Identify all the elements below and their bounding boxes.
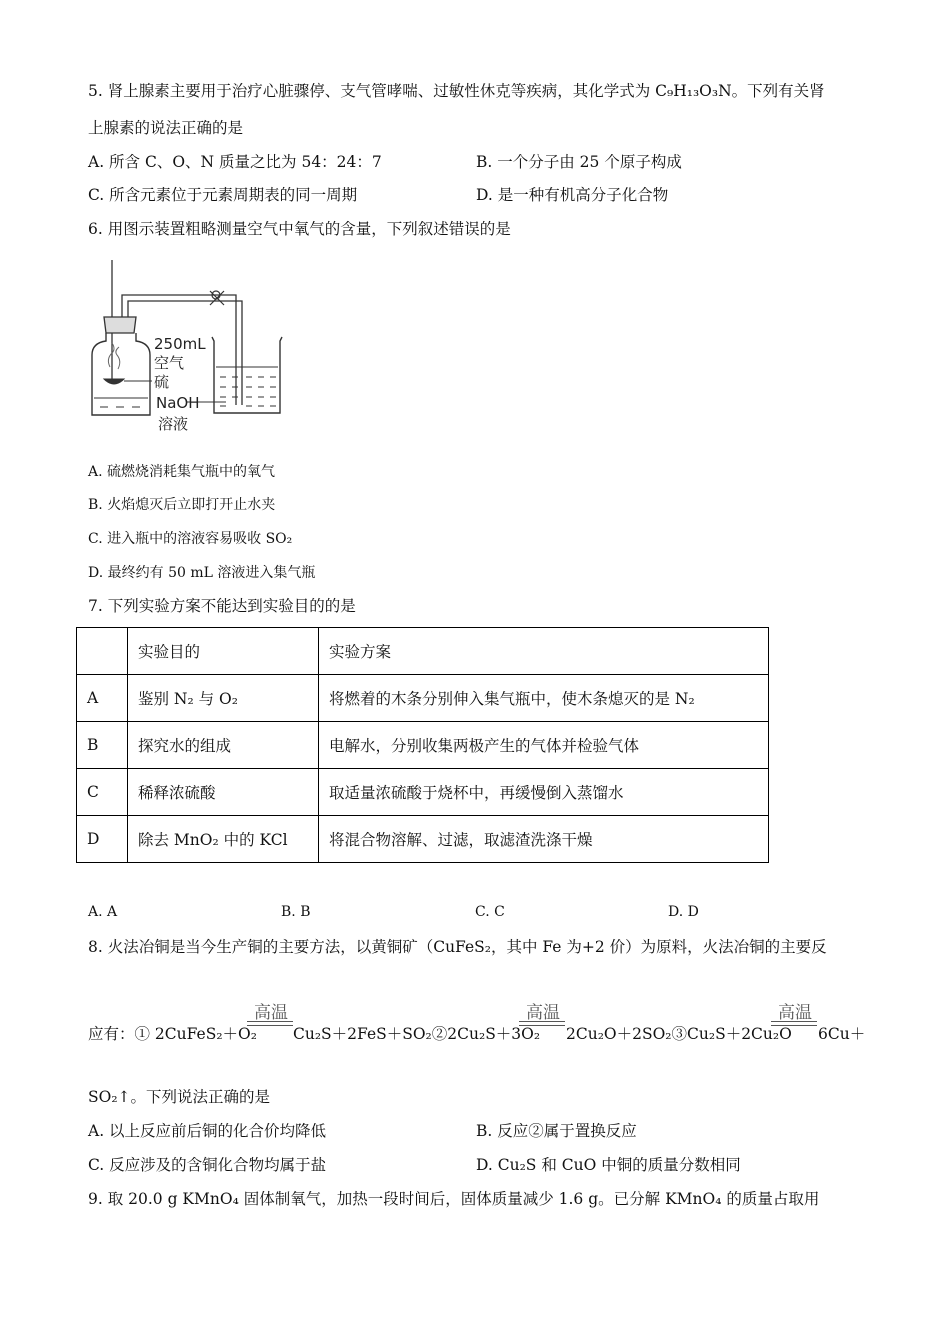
table-cell: B — [77, 722, 128, 769]
table-cell: 将混合物溶解、过滤，取滤渣洗涤干燥 — [319, 816, 769, 863]
q8-equation-part1: 应有：① 2CuFeS₂＋O₂ — [88, 1025, 257, 1043]
table-header-cell: 实验方案 — [319, 628, 769, 675]
q5-stem-line2: 上腺素的说法正确的是 — [88, 119, 244, 137]
q6-option-b: B. 火焰熄灭后立即打开止水夹 — [88, 497, 276, 513]
q5-option-d: D. 是一种有机高分子化合物 — [476, 186, 669, 204]
q5-stem-line1: 5. 肾上腺素主要用于治疗心脏骤停、支气管哮喘、过敏性休克等疾病，其化学式为 C₉H₁₃O₃N。下列有关肾 — [88, 82, 825, 100]
q7-option-d: D. D — [668, 904, 699, 920]
reaction-condition-2: 高温 — [526, 1003, 560, 1023]
q8-stem-line3: SO₂↑。下列说法正确的是 — [88, 1088, 271, 1106]
figure-label-sulfur: 硫 — [154, 373, 170, 391]
reaction-condition-1: 高温 — [254, 1003, 288, 1023]
table-header-cell — [77, 628, 128, 675]
table-cell: 稀释浓硫酸 — [128, 769, 319, 816]
q5-option-b: B. 一个分子由 25 个原子构成 — [476, 153, 682, 171]
table-row — [77, 769, 769, 816]
figure-label-air: 空气 — [154, 354, 185, 372]
q5-option-c: C. 所含元素位于元素周期表的同一周期 — [88, 186, 358, 204]
figure-label-solution: 溶液 — [158, 415, 189, 433]
q6-option-c: C. 进入瓶中的溶液容易吸收 SO₂ — [88, 531, 293, 547]
q8-equation-part3: 2Cu₂O＋2SO₂③Cu₂S＋2Cu₂O — [566, 1025, 792, 1043]
table-cell: 电解水，分别收集两极产生的气体并检验气体 — [319, 722, 769, 769]
q9-stem: 9. 取 20.0 g KMnO₄ 固体制氧气，加热一段时间后，固体质量减少 1.6 g。已分解 KMnO₄ 的质量占取用 — [88, 1190, 820, 1208]
figure-label-naoh: NaOH — [156, 394, 200, 412]
table-cell: D — [77, 816, 128, 863]
table-row — [77, 816, 769, 863]
table-row — [77, 675, 769, 722]
q6-stem: 6. 用图示装置粗略测量空气中氧气的含量，下列叙述错误的是 — [88, 220, 511, 238]
table-cell: 鉴别 N₂ 与 O₂ — [128, 675, 319, 722]
figure-label-volume: 250mL — [154, 335, 206, 353]
reaction-condition-3: 高温 — [778, 1003, 812, 1023]
q7-stem: 7. 下列实验方案不能达到实验目的的是 — [88, 597, 356, 615]
table-header-row — [77, 628, 769, 675]
table-cell: 除去 MnO₂ 中的 KCl — [128, 816, 319, 863]
q7-option-b: B. B — [281, 904, 311, 920]
q8-option-b: B. 反应②属于置换反应 — [476, 1122, 637, 1140]
table-cell: 取适量浓硫酸于烧杯中，再缓慢倒入蒸馏水 — [319, 769, 769, 816]
q8-option-a: A. 以上反应前后铜的化合价均降低 — [88, 1122, 327, 1140]
q8-option-d: D. Cu₂S 和 CuO 中铜的质量分数相同 — [476, 1156, 741, 1174]
q8-equation-part4: 6Cu＋ — [818, 1025, 866, 1043]
table-row — [77, 722, 769, 769]
q6-option-d: D. 最终约有 50 mL 溶液进入集气瓶 — [88, 565, 316, 581]
table-cell: A — [77, 675, 128, 722]
q7-option-c: C. C — [475, 904, 505, 920]
q6-apparatus-figure — [86, 255, 296, 440]
q8-equation-part2: Cu₂S＋2FeS＋SO₂②2Cu₂S＋3O₂ — [293, 1025, 541, 1043]
q8-option-c: C. 反应涉及的含铜化合物均属于盐 — [88, 1156, 327, 1174]
q8-stem: 8. 火法冶铜是当今生产铜的主要方法，以黄铜矿（CuFeS₂，其中 Fe 为+2 价）为原料，火法冶铜的主要反 — [88, 938, 827, 956]
table-cell: 将燃着的木条分别伸入集气瓶中，使木条熄灭的是 N₂ — [319, 675, 769, 722]
table-header-cell: 实验目的 — [128, 628, 319, 675]
q7-experiment-table — [76, 627, 769, 863]
table-cell: 探究水的组成 — [128, 722, 319, 769]
q7-option-a: A. A — [88, 904, 118, 920]
table-cell: C — [77, 769, 128, 816]
q6-option-a: A. 硫燃烧消耗集气瓶中的氧气 — [88, 464, 276, 480]
q5-option-a: A. 所含 C、O、N 质量之比为 54：24：7 — [88, 153, 382, 171]
